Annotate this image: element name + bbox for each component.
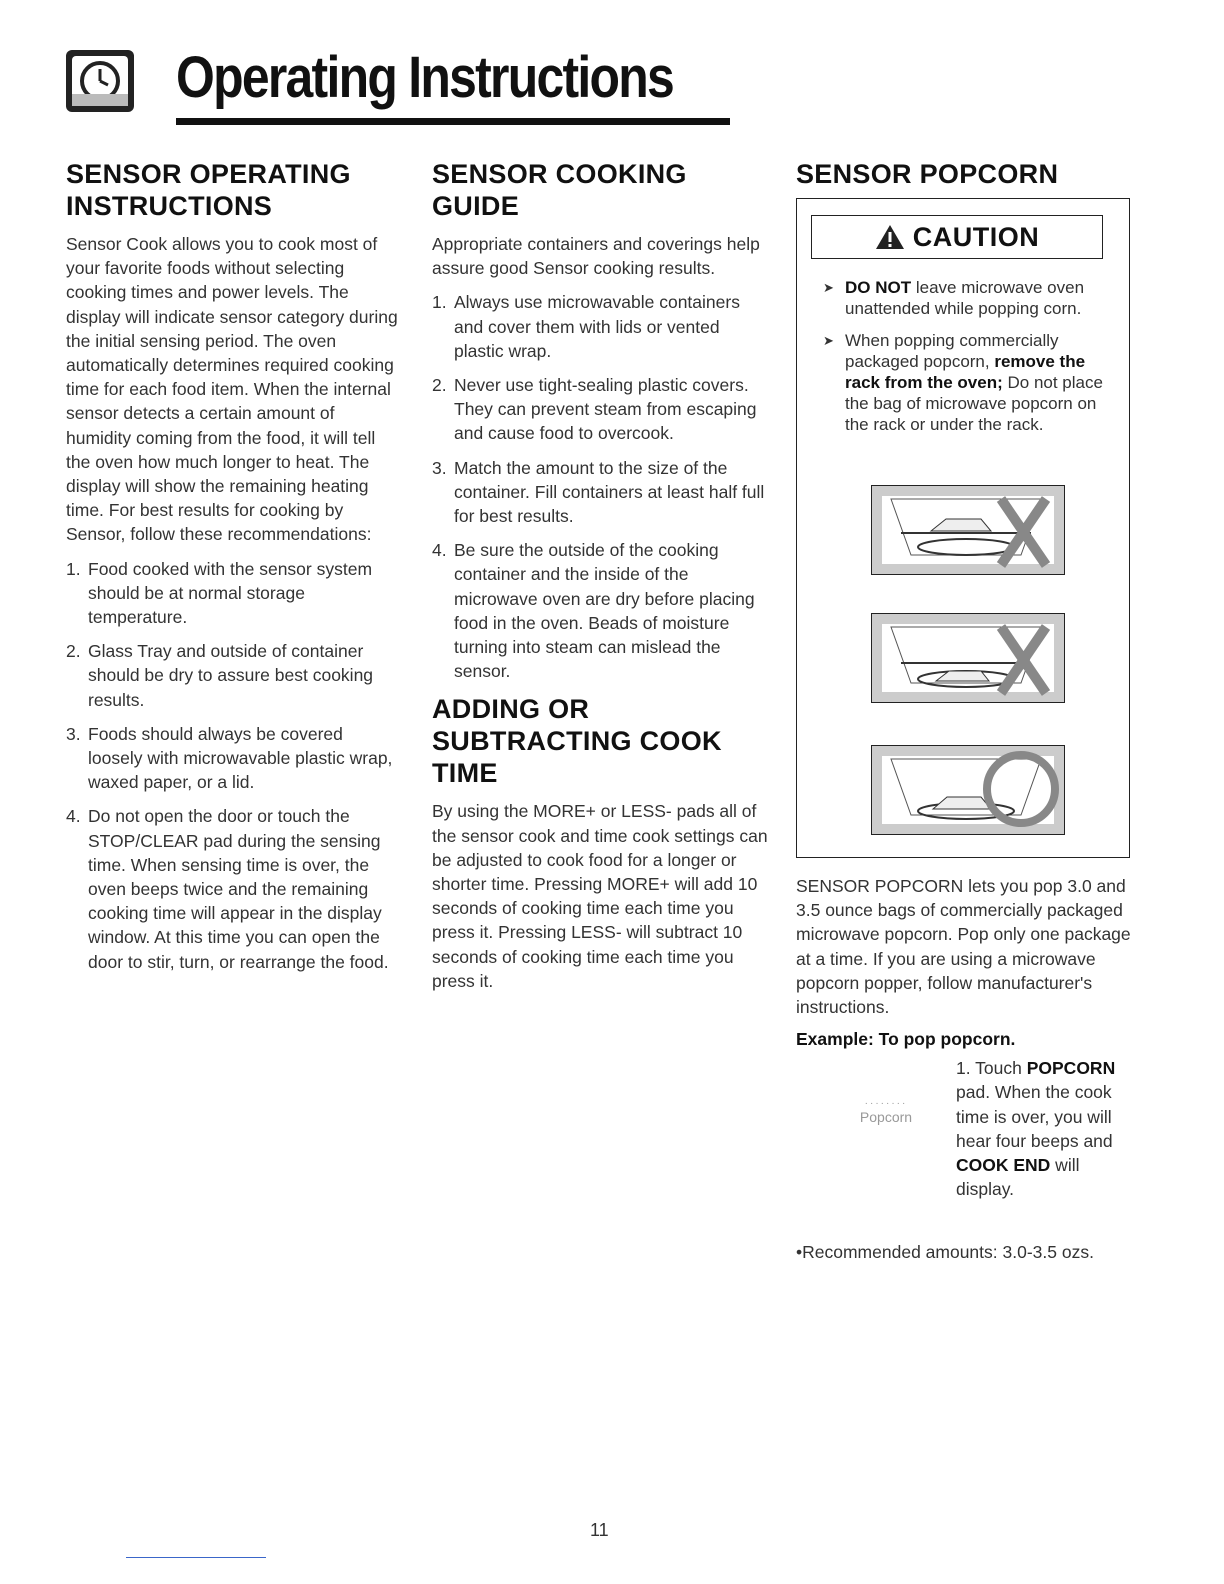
heading-line: SUBTRACTING COOK [432, 726, 722, 757]
list-item [432, 373, 770, 446]
intro-paragraph: Sensor Cook allows you to cook most of your favorite foods without selecting cooking times and power levels. The display will indicate sensor category during the initial sensing period. The oven automatically determines required cooking time for each food item. When the internal sensor detects a certain amount of humidity coming from the food, it will tell the oven how much longer to heat. The display will show the remaining heating time. For best results for cooking by Sensor, follow these recommendations: [66, 234, 398, 545]
section-heading [66, 158, 402, 222]
item-text: Food cooked with the sensor system should be at normal storage temperature. [88, 558, 373, 628]
page-title: Operating Instructions [176, 45, 674, 110]
heading-line: ADDING OR [432, 694, 590, 725]
heading-line: SENSOR COOKING [432, 159, 687, 189]
sensor-operating-section [66, 158, 402, 984]
item-number: 1. [432, 292, 447, 313]
step-bold: POPCORN [1026, 1058, 1116, 1079]
heading-line: SENSOR OPERATING [66, 159, 351, 189]
step-text [956, 1056, 1136, 1201]
heading-line: TIME [432, 758, 498, 789]
bullet-text: leave microwave oven unattended while popping corn. [845, 278, 1085, 318]
sensor-popcorn-section [796, 158, 1132, 1264]
adjust-time-paragraph: By using the MORE+ or LESS- pads all of the sensor cook and time cook settings can be adjusted to cook food for a longer or shorter time. Pressing MORE+ will add 10 seconds of cooking time each time you press it. Pressing LESS- will subtract 10 seconds of cooking time each time you press it. [432, 801, 768, 991]
step-part: pad. When the cook time is over, you will hear four beeps and [956, 1082, 1113, 1151]
item-text: Match the amount to the size of the container. Fill containers at least half full for best results. [454, 457, 765, 527]
caution-bullet [823, 330, 1113, 435]
bullet-bold: remove the rack from the oven; [845, 352, 1086, 392]
item-number: 3. [66, 723, 81, 744]
caution-label: CAUTION [912, 221, 1040, 252]
oven-bag-under-rack-crossed-out-icon [871, 613, 1065, 703]
step-bold: COOK END [956, 1155, 1051, 1176]
caution-box [796, 198, 1130, 858]
oven-with-rack-crossed-out-icon [871, 485, 1065, 575]
list-item [432, 290, 770, 363]
bullet-bold: DO NOT [845, 278, 912, 297]
item-number: 3. [432, 457, 447, 478]
item-number: 1. [66, 558, 81, 579]
bullet-text: When popping commercially packaged popcorn, [845, 331, 1059, 371]
list-item [66, 639, 402, 712]
example-step [796, 1050, 1132, 1250]
item-text: Be sure the outside of the cooking container and the inside of the microwave oven are dry before placing food in the oven. Beads of moisture turning into steam can mislead the sensor. [454, 540, 755, 682]
section-heading [432, 158, 770, 222]
recommended-amounts: •Recommended amounts: 3.0-3.5 ozs. [796, 1242, 1094, 1263]
item-number: 4. [66, 806, 81, 827]
list-item [432, 538, 770, 683]
item-text: Do not open the door or touch the STOP/CLEAR pad during the sensing time. When sensing time is over, the oven beeps twice and the remaining cooking time will appear in the display window. At this time you can open the door to stir, turn, or rearrange the food. [88, 806, 389, 972]
page-number: 11 [590, 1520, 609, 1540]
section-heading [432, 693, 770, 789]
heading-line: GUIDE [432, 191, 520, 221]
recommendations-list [66, 557, 402, 974]
item-text: Always use microwavable containers and cover them with lids or vented plastic wrap. [454, 292, 740, 361]
list-item [66, 557, 402, 630]
step-number: 1. [956, 1058, 971, 1079]
step-part: Touch [970, 1058, 1027, 1079]
caution-bullet [823, 277, 1113, 319]
oven-correct-placement-icon [871, 745, 1065, 835]
clock-icon [66, 50, 134, 112]
footer-line [126, 1557, 266, 1558]
guide-list [432, 290, 770, 683]
list-item [66, 804, 402, 973]
heading-line: INSTRUCTIONS [66, 191, 273, 221]
item-text: Foods should always be covered loosely with microwavable plastic wrap, waxed paper, or a lid. [88, 723, 393, 793]
example-title: Example: To pop popcorn. [796, 1029, 1016, 1050]
pad-label: Popcorn [859, 1109, 913, 1126]
arrow-bullet-icon: ➤ [823, 333, 834, 348]
list-item [66, 722, 402, 795]
popcorn-pad-icon [846, 1098, 926, 1125]
item-number: 2. [432, 375, 447, 396]
section-heading: SENSOR POPCORN [796, 159, 1059, 189]
arrow-bullet-icon: ➤ [823, 280, 834, 295]
caution-header [811, 215, 1103, 259]
page-header [64, 40, 674, 130]
popcorn-paragraph: SENSOR POPCORN lets you pop 3.0 and 3.5 ounce bags of commercially packaged microwave popcorn. Pop only one package at a time. If you are using a microwave popcorn popper, follow manufacturer's instructions. [796, 876, 1131, 1018]
bullet-text: Do not place the bag of microwave popcorn on the rack or under the rack. [845, 373, 1103, 434]
item-text: Never use tight-sealing plastic covers. They can prevent steam from escaping and cause food to overcook. [454, 375, 757, 444]
list-item [432, 456, 770, 529]
item-number: 4. [432, 540, 447, 561]
title-underline [176, 118, 730, 125]
step-part: will display. [956, 1155, 1080, 1200]
pad-dots: ········ [864, 1098, 908, 1110]
item-text: Glass Tray and outside of container should be dry to assure best cooking results. [88, 641, 374, 710]
intro-paragraph: Appropriate containers and coverings help assure good Sensor cooking results. [432, 234, 760, 279]
sensor-cooking-guide-section [432, 158, 770, 993]
item-number: 2. [66, 641, 81, 662]
warning-triangle-icon [875, 224, 905, 250]
caution-bullets [823, 277, 1113, 446]
